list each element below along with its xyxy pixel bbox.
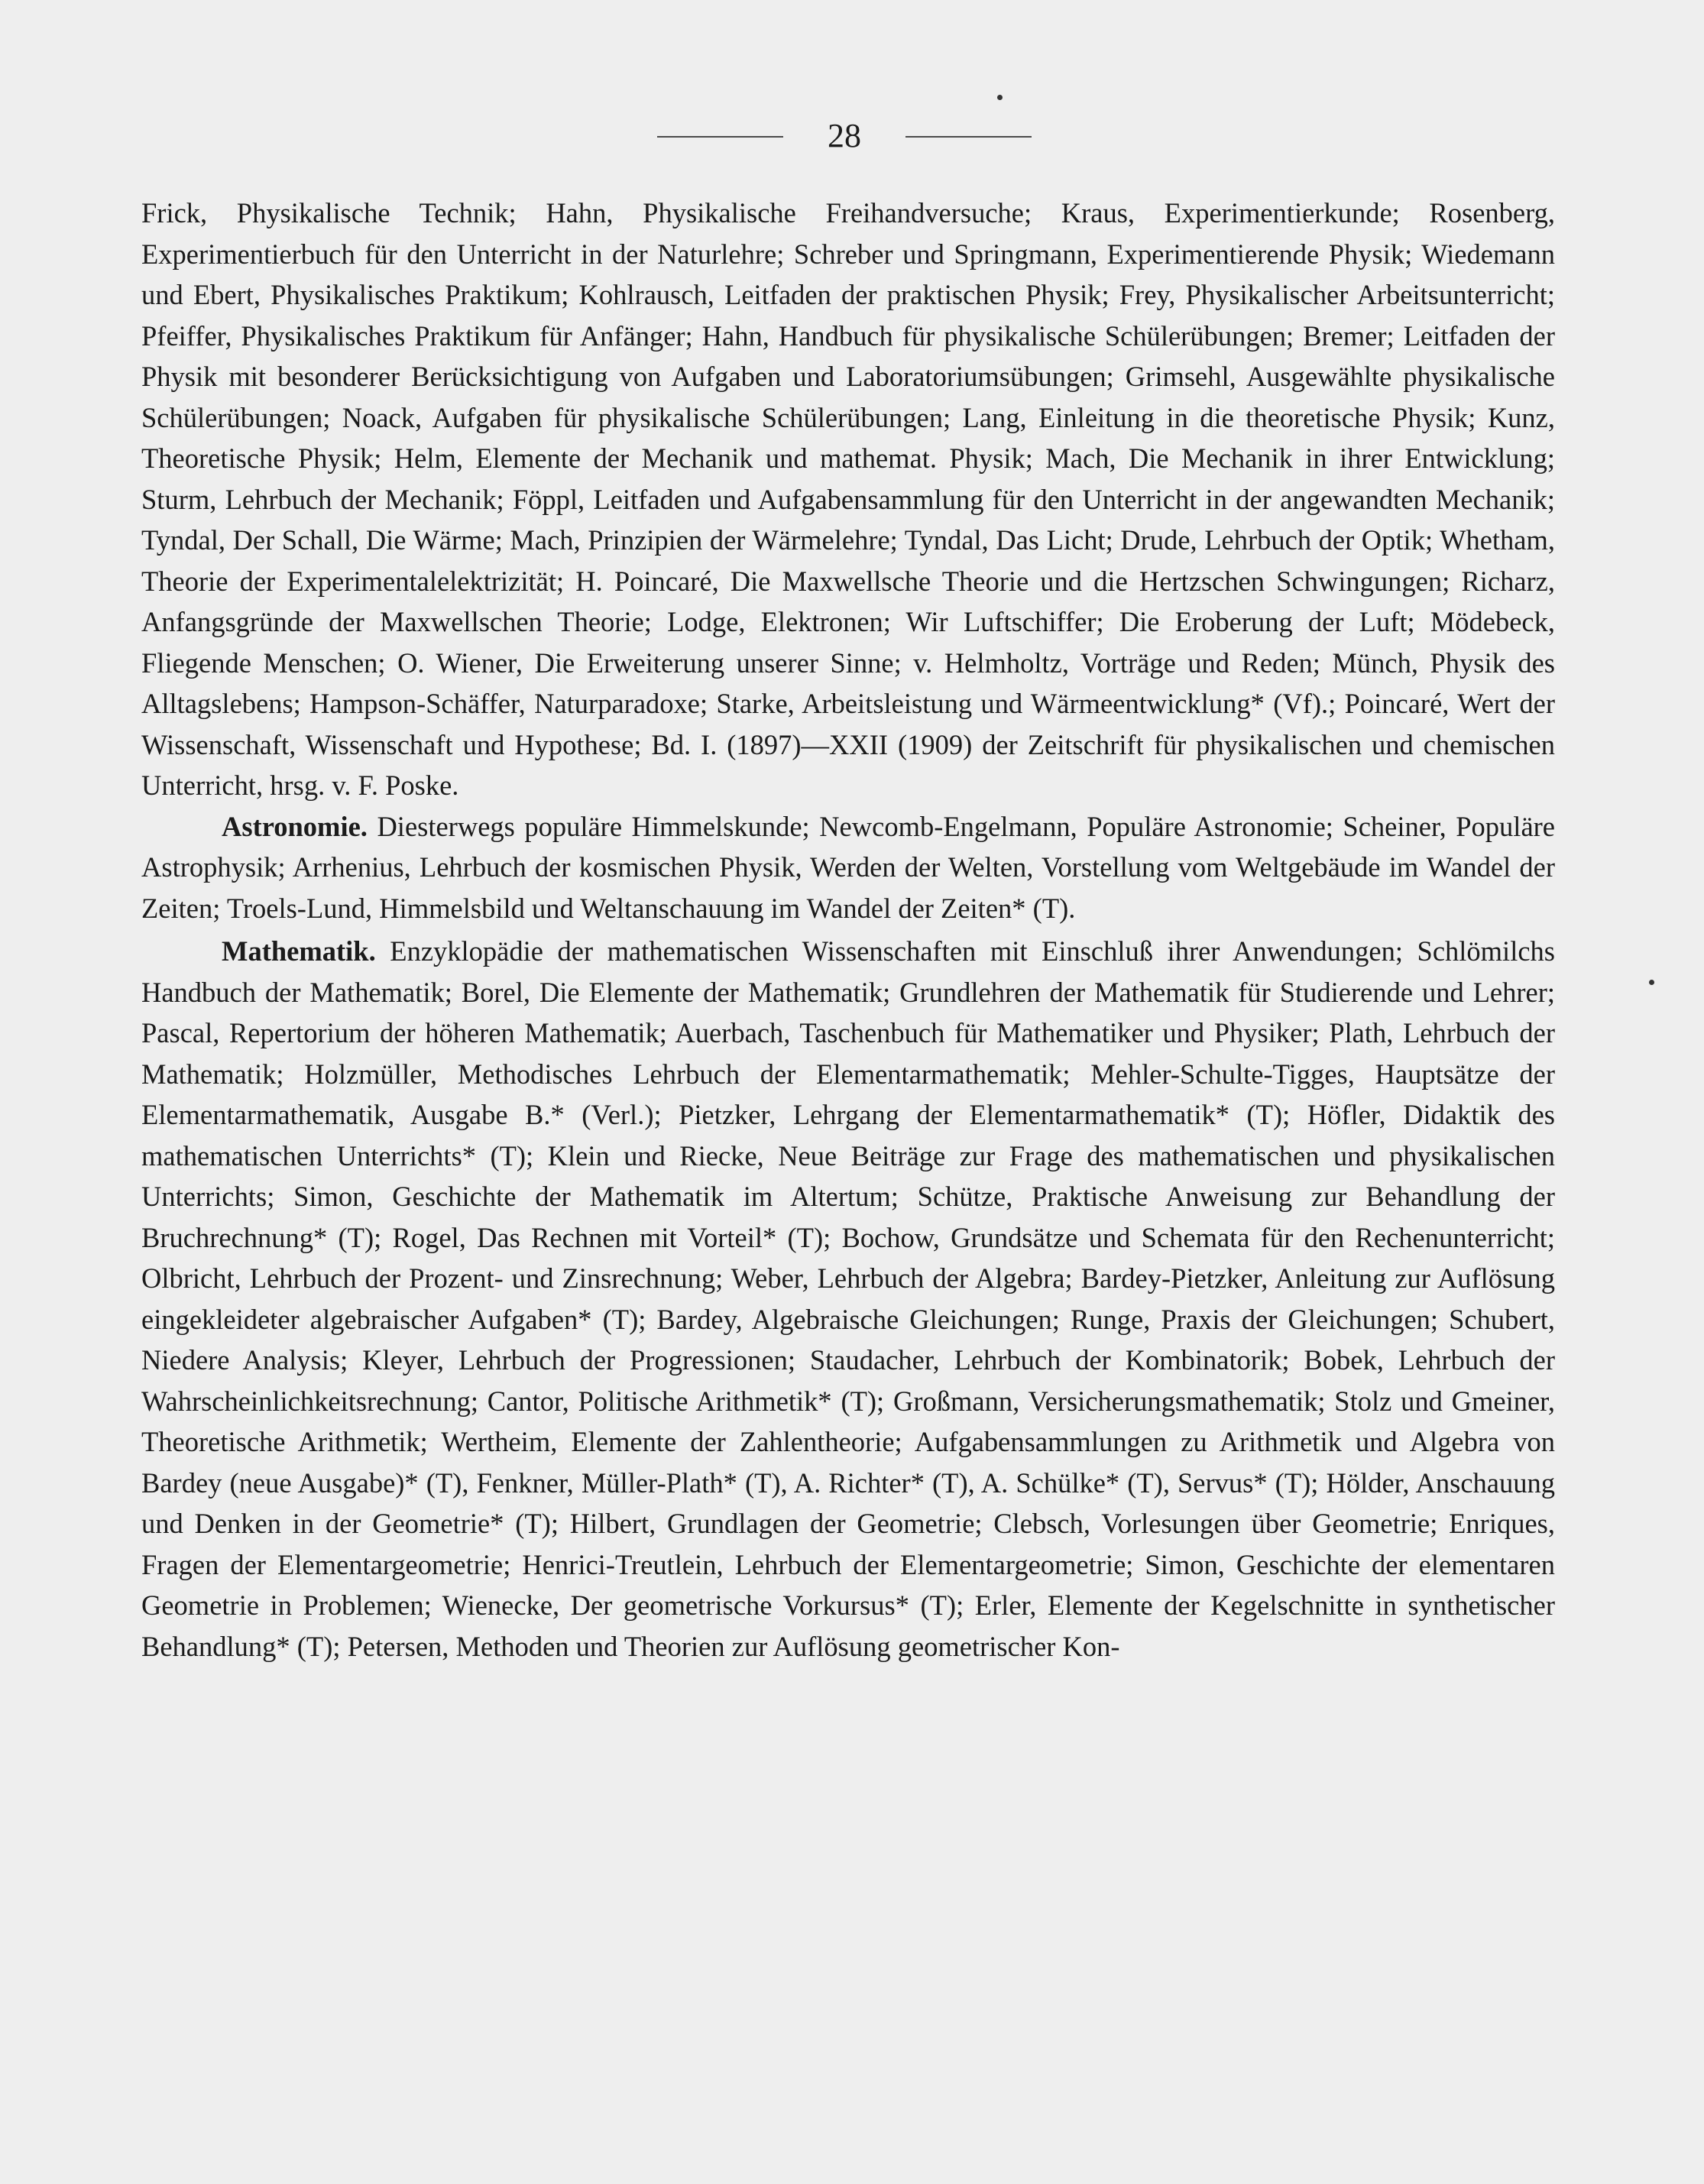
paragraph-physics-literature — [141, 193, 1555, 806]
ink-speck — [1649, 980, 1654, 985]
ink-speck — [997, 95, 1003, 100]
paragraph-text: Enzyklopädie der mathematischen Wissenschaften mit Einschluß ihrer Anwendungen; Schlömilchs Handbuch der Mathematik; Borel, Die Elemente der Mathematik; Grundlehren der Mathematik für Studierende und Lehrer; Pascal, Repertorium der höheren Mathematik; Auerbach, Taschenbuch für Mathematiker und Physiker; Plath, Lehrbuch der Mathematik; Holzmüller, Methodisches Lehrbuch der Elementarmathematik; Mehler-Schulte-Tigges, Hauptsätze der Elementarmathematik, Ausgabe B.* (Verl.); Pietzker, Lehrgang der Elementarmathematik* (T); Höfler, Didaktik des mathematischen Unterrichts* (T); Klein und Riecke, Neue Beiträge zur Frage des mathematischen und physikalischen Unterrichts; Simon, Geschichte der Mathematik im Altertum; Schütze, Praktische Anweisung zur Behandlung der Bruchrechnung* (T); Rogel, Das Rechnen mit Vorteil* (T); Bochow, Grundsätze und Schemata für den Rechenunterricht; Olbricht, Lehrbuch der Prozent- und Zinsrechnung; Weber, Lehrbuch der Algebra; Bardey-Pietzker, Anleitung zur Auflösung eingekleideter algebraischer Aufgaben* (T); Bardey, Algebraische Gleichungen; Runge, Praxis der Gleichungen; Schubert, Niedere Analysis; Kleyer, Lehrbuch der Progressionen; Staudacher, Lehrbuch der Kombinatorik; Bobek, Lehrbuch der Wahrscheinlichkeitsrechnung; Cantor, Politische Arithmetik* (T); Großmann, Versicherungsmathematik; Stolz und Gmeiner, Theoretische Arithmetik; Wertheim, Elemente der Zahlentheorie; Aufgabensammlungen zu Arithmetik und Algebra von Bardey (neue Ausgabe)* (T), Fenkner, Müller-Plath* (T), A. Richter* (T), A. Schülke* (T), Servus* (T); Hölder, Anschauung und Denken in der Geometrie* (T); Hilbert, Grundlagen der Geometrie; Clebsch, Vorlesungen über Geometrie; Enriques, Fragen der Elementargeometrie; Henrici-Treutlein, Lehrbuch der Elementargeometrie; Simon, Geschichte der elementaren Geometrie in Problemen; Wienecke, Der geometrische Vorkursus* (T); Erler, Elemente der Kegelschnitte in synthetischer Behandlung* (T); Petersen, Methoden und Theorien zur Auflösung geometrischer Kon- — [141, 935, 1555, 1662]
body-text — [141, 193, 1555, 1667]
paragraph-astronomie — [141, 806, 1555, 929]
section-heading-astronomie: Astronomie. — [222, 810, 368, 842]
header-rule-left — [657, 136, 783, 138]
page-header — [0, 113, 1704, 159]
header-rule-right — [905, 136, 1032, 138]
page-number: 28 — [828, 117, 861, 154]
section-heading-mathematik: Mathematik. — [222, 935, 376, 967]
paragraph-text: Diesterwegs populäre Himmelskunde; Newcomb-Engelmann, Populäre Astronomie; Scheiner, Populäre Astrophysik; Arrhenius, Lehrbuch der kosmischen Physik, Werden der Welten, Vorstellung vom Weltgebäude im Wandel der Zeiten; Troels-Lund, Himmelsbild und Weltanschauung im Wandel der Zeiten* (T). — [141, 810, 1556, 924]
paragraph-mathematik — [141, 931, 1555, 1667]
paragraph-text: Frick, Physikalische Technik; Hahn, Physikalische Freihandversuche; Kraus, Experimentierkunde; Rosenberg, Experimentierbuch für den Unterricht in der Naturlehre; Schreber und Springmann, Experimentierende Physik; Wiedemann und Ebert, Physikalisches Praktikum; Kohlrausch, Leitfaden der praktischen Physik; Frey, Physikalischer Arbeitsunterricht; Pfeiffer, Physikalisches Praktikum für Anfänger; Hahn, Handbuch für physikalische Schülerübungen; Bremer; Leitfaden der Physik mit besonderer Berücksichtigung von Aufgaben und Laboratoriumsübungen; Grimsehl, Ausgewählte physikalische Schülerübungen; Noack, Aufgaben für physikalische Schülerübungen; Lang, Einleitung in die theoretische Physik; Kunz, Theoretische Physik; Helm, Elemente der Mechanik und mathemat. Physik; Mach, Die Mechanik in ihrer Entwicklung; Sturm, Lehrbuch der Mechanik; Föppl, Leitfaden und Aufgabensammlung für den Unterricht in der angewandten Mechanik; Tyndal, Der Schall, Die Wärme; Mach, Prinzipien der Wärmelehre; Tyndal, Das Licht; Drude, Lehrbuch der Optik; Whetham, Theorie der Experimentalelektrizität; H. Poincaré, Die Maxwellsche Theorie und die Hertzschen Schwingungen; Richarz, Anfangsgründe der Maxwellschen Theorie; Lodge, Elektronen; Wir Luftschiffer; Die Eroberung der Luft; Mödebeck, Fliegende Menschen; O. Wiener, Die Erweiterung unserer Sinne; v. Helmholtz, Vorträge und Reden; Münch, Physik des Alltagslebens; Hampson-Schäffer, Naturparadoxe; Starke, Arbeitsleistung und Wärmeentwicklung* (Vf).; Poincaré, Wert der Wissenschaft, Wissenschaft und Hypothese; Bd. I. (1897)—XXII (1909) der Zeitschrift für physikalischen und chemischen Unterricht, hrsg. v. F. Poske. — [141, 197, 1555, 801]
